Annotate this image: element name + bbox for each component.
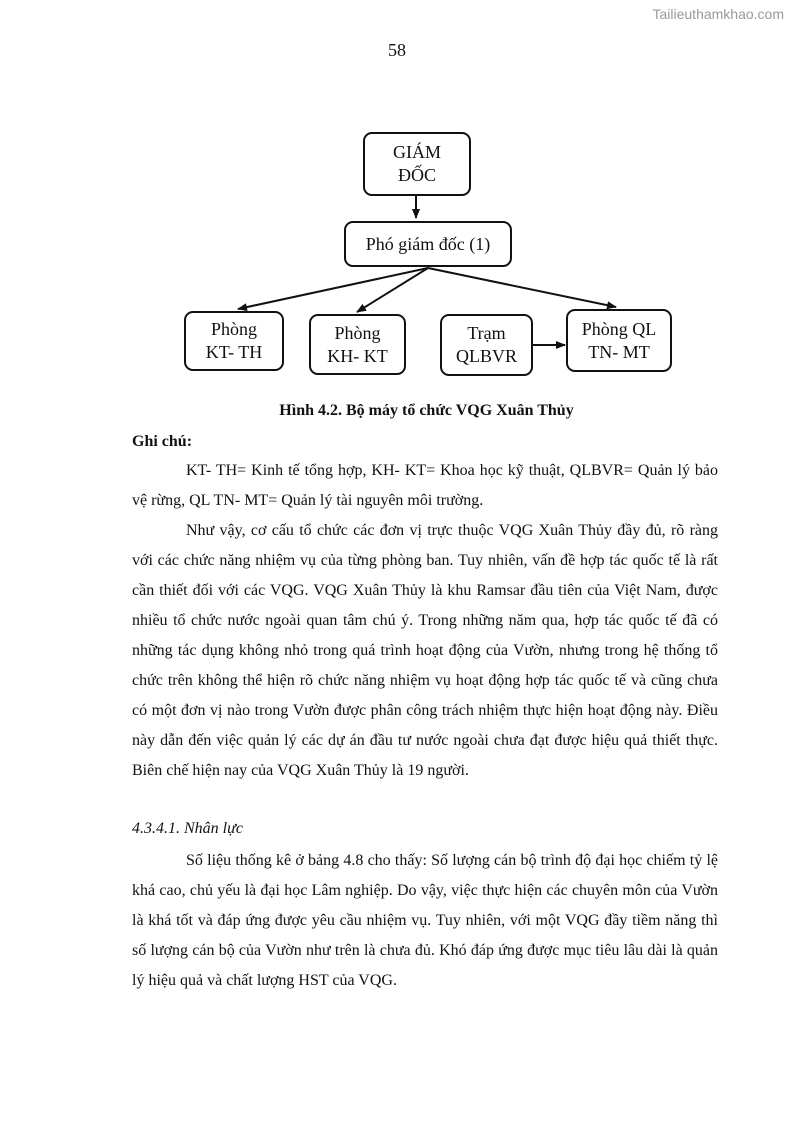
unit-kt-th-line-2: KT- TH [205, 342, 263, 362]
watermark: Tailieuthamkhao.com [652, 6, 784, 22]
unit-kh-kt-line-2: KH- KT [327, 345, 388, 366]
arrow-deputy-to-kh-kt [357, 268, 428, 312]
director-line-1: GIÁM [393, 142, 441, 162]
figure-caption: Hình 4.2. Bộ máy tổ chức VQG Xuân Thủy [279, 402, 574, 419]
section-heading: 4.3.4.1. Nhân lực [132, 820, 243, 837]
notes-label: Ghi chú: [132, 433, 193, 450]
unit-qlbvr-line-1: Trạm [467, 323, 506, 343]
arrow-deputy-to-ql-tn-mt [428, 268, 616, 307]
page-number: 58 [388, 40, 406, 60]
deputy-director-box [344, 221, 512, 267]
unit-box-qlbvr [440, 314, 533, 376]
body-paragraph-2: Số liệu thống kê ở bảng 4.8 cho thấy: Số lượng cán bộ trình độ đại học chiếm tỷ lệ khá cao, chủ yếu là đại học Lâm nghiệp. Do vậy, việc thực hiện các chuyên môn của Vườn là khá tốt và đáp ứng được yêu cầu nhiệm vụ. Tuy nhiên, với một VQG đầy tiềm năng thì số lượng cán bộ của Vườn như trên là chưa đủ. Khó đáp ứng được mục tiêu lâu dài là quản lý hiệu quả và chất lượng HST của VQG. [132, 852, 718, 989]
unit-box-kh-kt [309, 314, 406, 375]
body-paragraph-1: Như vậy, cơ cấu tổ chức các đơn vị trực thuộc VQG Xuân Thủy đầy đủ, rõ ràng với các chức năng nhiệm vụ của từng phòng ban. Tuy nhiên, vấn đề hợp tác quốc tế là rất cần thiết đối với các VQG. VQG Xuân Thủy là khu Ramsar đầu tiên của Việt Nam, được nhiều tổ chức nước ngoài quan tâm chú ý. Trong những năm qua, hợp tác quốc tế đã có những tác dụng không nhỏ trong quá trình hoạt động của Vườn, nhưng trong hệ thống tổ chức trên không thể hiện rõ chức năng nhiệm vụ hoạt động hợp tác quốc tế và cũng chưa có một đơn vị nào trong Vườn được phân công trách nhiệm thực hiện hoạt động này. Điều này dẫn đến việc quản lý các dự án đầu tư nước ngoài chưa đạt được hiệu quả thiết thực. Biên chế hiện nay của VQG Xuân Thủy là 19 người. [132, 522, 718, 779]
director-line-2: ĐỐC [397, 165, 436, 185]
unit-ql-tn-mt-line-2: TN- MT [588, 341, 650, 362]
unit-kt-th-line-1: Phòng [210, 319, 257, 339]
director-box [363, 132, 471, 196]
abbreviations-paragraph: KT- TH= Kinh tế tổng hợp, KH- KT= Khoa học kỹ thuật, QLBVR= Quản lý bảo vệ rừng, QL TN- MT= Quản lý tài nguyên môi trường. [132, 462, 718, 509]
unit-qlbvr-line-2: QLBVR [455, 346, 517, 366]
arrow-deputy-to-kt-th [238, 268, 428, 309]
unit-kh-kt-line-1: Phòng [334, 322, 381, 343]
unit-box-ql-tn-mt [566, 309, 672, 372]
deputy-director-label: Phó giám đốc (1) [365, 233, 491, 254]
unit-ql-tn-mt-line-1: Phòng QL [581, 318, 657, 339]
unit-box-kt-th [184, 311, 284, 371]
